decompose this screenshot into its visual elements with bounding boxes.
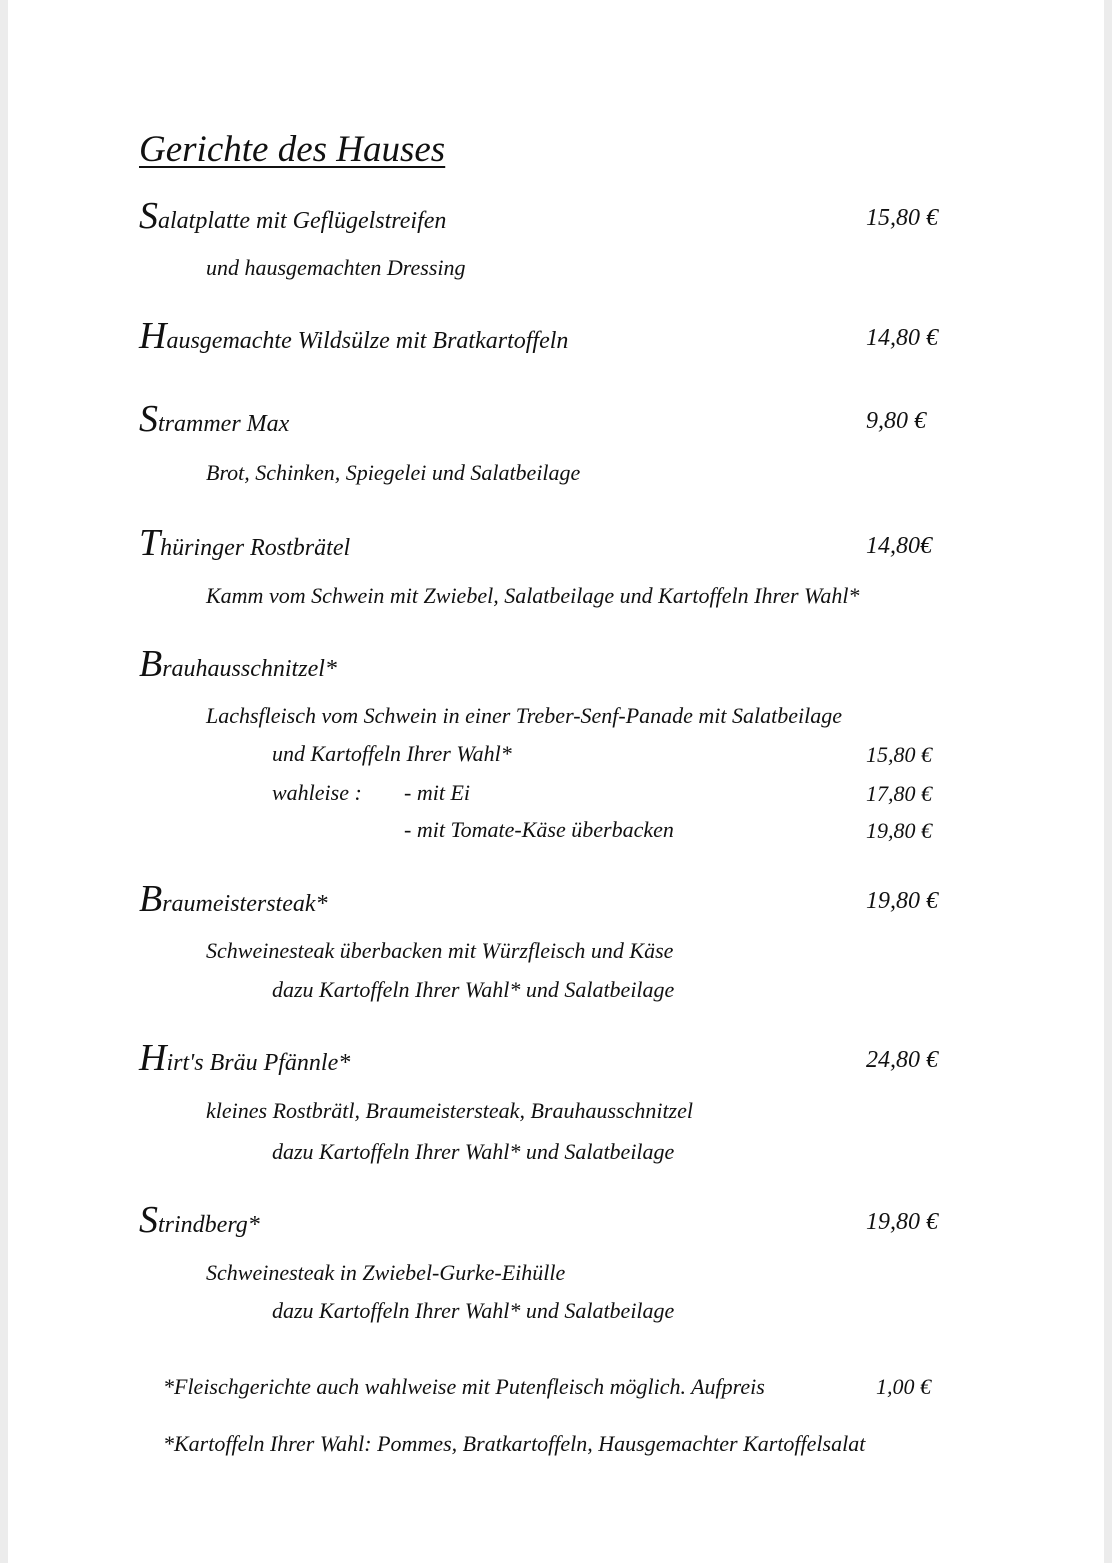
menu-page [8, 0, 1104, 1563]
dish-name-rest: alatplatte mit Geflügelstreifen [158, 208, 447, 234]
dish-description: dazu Kartoffeln Ihrer Wahl* und Salatbeilage [272, 977, 675, 1002]
dish-initial: S [139, 1199, 158, 1241]
dish-name [139, 397, 289, 441]
dish-description: und hausgemachten Dressing [206, 255, 466, 280]
page-title: Gerichte des Hauses [139, 129, 446, 170]
dish-price: 15,80 € [866, 742, 932, 767]
dish-name [139, 314, 568, 358]
footnote: *Kartoffeln Ihrer Wahl: Pommes, Bratkartoffeln, Hausgemachter Kartoffelsalat [163, 1431, 866, 1456]
dish-price: 19,80 € [866, 888, 938, 914]
dish-name-rest: raumeistersteak* [162, 891, 328, 917]
dish-description: dazu Kartoffeln Ihrer Wahl* und Salatbeilage [272, 1298, 675, 1323]
dish-description: Brot, Schinken, Spiegelei und Salatbeilage [206, 460, 581, 485]
option-price: 19,80 € [866, 818, 932, 843]
dish-name-rest: ausgemachte Wildsülze mit Bratkartoffeln [166, 328, 569, 354]
dish-name-rest: trindberg* [158, 1212, 260, 1238]
dish-name-rest: trammer Max [158, 411, 290, 437]
dish-name [139, 1198, 260, 1242]
options-label: wahleise : [272, 780, 362, 805]
footnote: *Fleischgerichte auch wahlweise mit Putenfleisch möglich. Aufpreis [163, 1374, 765, 1399]
dish-description: Schweinesteak überbacken mit Würzfleisch und Käse [206, 938, 674, 963]
dish-initial: B [139, 878, 163, 920]
dish-name [139, 1036, 350, 1080]
footnote-price: 1,00 € [876, 1374, 931, 1399]
dish-initial: S [139, 398, 158, 440]
dish-initial: T [139, 522, 161, 564]
dish-initial: H [139, 1037, 167, 1079]
dish-name [139, 194, 446, 238]
option-label: - mit Tomate-Käse überbacken [404, 817, 674, 842]
dish-price: 14,80€ [866, 533, 932, 559]
dish-initial: S [139, 195, 158, 237]
dish-price: 15,80 € [866, 205, 938, 231]
dish-price: 24,80 € [866, 1047, 938, 1073]
dish-name [139, 877, 328, 921]
dish-initial: H [139, 315, 167, 357]
dish-name-rest: hüringer Rostbrätel [160, 535, 351, 561]
dish-description: Lachsfleisch vom Schwein in einer Treber-Senf-Panade mit Salatbeilage [206, 703, 843, 728]
dish-description: dazu Kartoffeln Ihrer Wahl* und Salatbeilage [272, 1139, 675, 1164]
dish-name [139, 642, 337, 686]
dish-description: kleines Rostbrätl, Braumeistersteak, Brauhausschnitzel [206, 1098, 693, 1123]
dish-price: 14,80 € [866, 325, 938, 351]
dish-description: Kamm vom Schwein mit Zwiebel, Salatbeilage und Kartoffeln Ihrer Wahl* [206, 583, 860, 608]
dish-description: und Kartoffeln Ihrer Wahl* [272, 741, 512, 766]
dish-name-rest: rauhausschnitzel* [162, 656, 337, 682]
option-price: 17,80 € [866, 781, 932, 806]
dish-price: 19,80 € [866, 1209, 938, 1235]
option-label: - mit Ei [404, 780, 470, 805]
dish-description: Schweinesteak in Zwiebel-Gurke-Eihülle [206, 1260, 566, 1285]
dish-name [139, 521, 350, 565]
dish-initial: B [139, 643, 163, 685]
dish-price: 9,80 € [866, 408, 926, 434]
dish-name-rest: irt's Bräu Pfännle* [166, 1050, 351, 1076]
